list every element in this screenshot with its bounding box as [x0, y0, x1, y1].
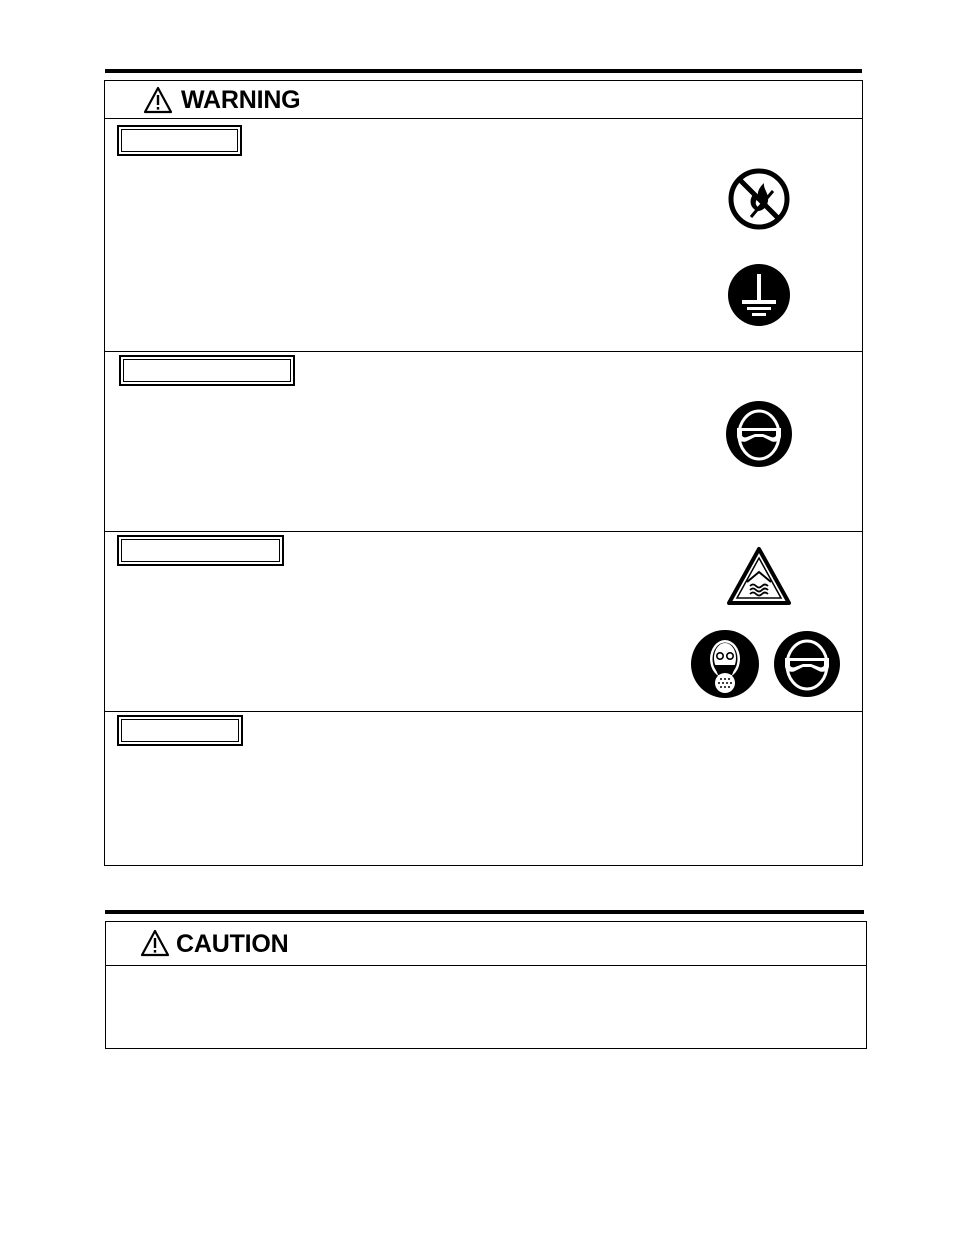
warning-top-rule: [105, 69, 862, 73]
caution-header: [106, 922, 866, 966]
caution-top-rule: [105, 910, 864, 914]
warning-panel: [104, 80, 863, 866]
warning-section-1: [105, 119, 862, 352]
warning-title: WARNING: [181, 86, 301, 114]
caution-title: CAUTION: [176, 930, 289, 958]
wear-safety-goggles-icon: [773, 630, 841, 698]
hot-surface-warning-icon: [726, 546, 792, 606]
warning-section-3: [105, 532, 862, 712]
section-tag-1: [117, 125, 242, 156]
section-tag-3: [117, 535, 284, 566]
warning-section-4: [105, 712, 862, 866]
wear-respirator-icon: [690, 629, 760, 699]
ground-connection-icon: [727, 263, 791, 327]
warning-header: [105, 81, 862, 119]
warning-triangle-icon: [143, 86, 173, 114]
section-tag-4: [117, 715, 243, 746]
caution-triangle-icon: [140, 929, 170, 957]
warning-section-2: [105, 352, 862, 532]
section-tag-2: [119, 355, 295, 386]
caution-panel: [105, 921, 867, 1049]
wear-safety-goggles-icon: [725, 400, 793, 468]
no-open-flame-icon: [727, 167, 791, 231]
